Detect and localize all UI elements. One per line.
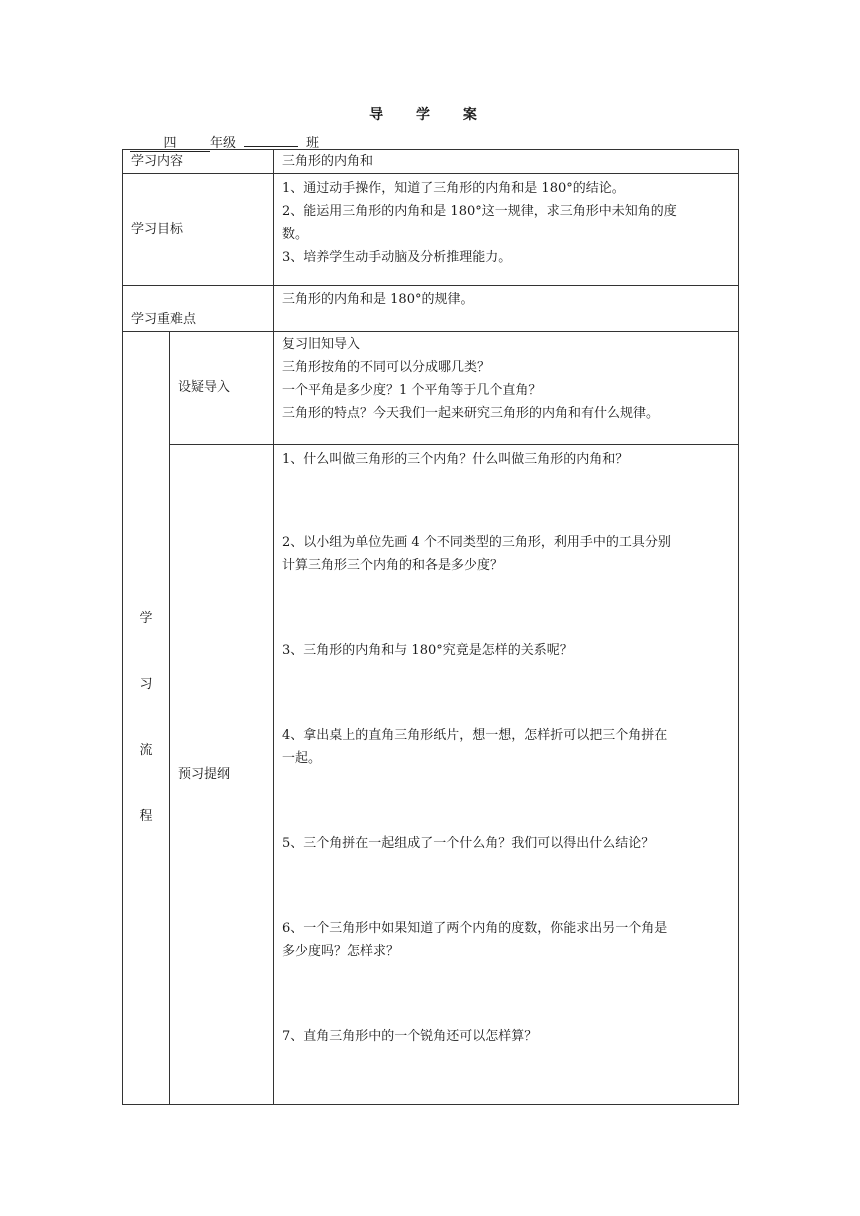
process-char: 习 (139, 677, 153, 692)
grade-value: 四 (163, 136, 177, 151)
process-char: 程 (139, 809, 153, 824)
intro-line: 一个平角是多少度？1 个平角等于几个直角？ (282, 383, 542, 398)
content-label: 学习内容 (123, 150, 274, 174)
key-points-label: 学习重难点 (123, 286, 274, 332)
outline-question: 计算三角形三个内角的和各是多少度？ (282, 558, 504, 573)
goal-item: 数。 (282, 227, 309, 242)
outline-questions (274, 445, 739, 1105)
row-key-points (123, 286, 739, 332)
outline-question: 3、三角形的内角和与 180°究竟是怎样的关系呢？ (282, 643, 573, 658)
outline-question: 6、一个三角形中如果知道了两个内角的度数，你能求出另一个角是 (282, 921, 668, 936)
goal-item: 2、能运用三角形的内角和是 180°这一规律，求三角形中未知角的度 (282, 204, 677, 219)
document-title: 导 学 案 (369, 107, 491, 123)
row-intro (123, 332, 739, 445)
outline-question: 1、什么叫做三角形的三个内角？什么叫做三角形的内角和？ (282, 452, 629, 467)
goal-item: 1、通过动手操作，知道了三角形的内角和是 180°的结论。 (282, 181, 625, 196)
goals-list (274, 174, 739, 286)
intro-line: 三角形按角的不同可以分成哪几类？ (282, 360, 491, 375)
process-label (123, 332, 170, 1105)
goals-label: 学习目标 (123, 174, 274, 286)
class-blank (244, 131, 298, 147)
outline-question: 7、直角三角形中的一个锐角还可以怎样算？ (282, 1029, 538, 1044)
row-content (123, 150, 739, 174)
process-char: 流 (139, 743, 153, 758)
outline-question: 5、三个角拼在一起组成了一个什么角？我们可以得出什么结论？ (282, 836, 655, 851)
intro-line: 复习旧知导入 (282, 337, 361, 352)
outline-label: 预习提纲 (170, 445, 274, 1105)
row-goals (123, 174, 739, 286)
lesson-plan-table (122, 149, 739, 1105)
class-label: 班 (306, 136, 320, 151)
outline-question: 多少度吗？怎样求？ (282, 944, 400, 959)
process-char: 学 (139, 611, 153, 626)
content-value: 三角形的内角和 (274, 150, 739, 174)
outline-question: 4、拿出桌上的直角三角形纸片，想一想，怎样折可以把三个角拼在 (282, 728, 668, 743)
grade-label: 年级 (210, 136, 237, 151)
intro-content (274, 332, 739, 445)
goal-item: 3、培养学生动手动脑及分析推理能力。 (282, 250, 512, 265)
outline-question: 2、以小组为单位先画 4 个不同类型的三角形，利用手中的工具分别 (282, 535, 671, 550)
row-outline (123, 445, 739, 1105)
outline-question: 一起。 (282, 751, 322, 766)
intro-line: 三角形的特点？今天我们一起来研究三角形的内角和有什么规律。 (282, 406, 660, 421)
key-points-value: 三角形的内角和是 180°的规律。 (274, 286, 739, 332)
intro-label: 设疑导入 (170, 332, 274, 445)
